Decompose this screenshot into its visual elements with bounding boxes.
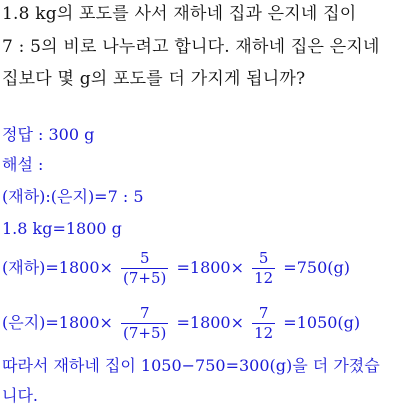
eunji-result: =1050(g) — [283, 313, 361, 332]
jaeha-fraction-1-denominator: (7+5) — [123, 269, 167, 287]
jaeha-equation — [2, 251, 350, 286]
eunji-equation — [2, 306, 360, 341]
jaeha-result: =750(g) — [283, 258, 350, 277]
jaeha-fraction-2 — [252, 251, 275, 286]
eunji-fraction-2-denominator: 12 — [254, 324, 274, 342]
conclusion-line-2: 니다. — [2, 386, 38, 405]
explanation-label: 해설 : — [2, 155, 44, 174]
eunji-mid: =1800× — [176, 313, 245, 332]
jaeha-fraction-2-denominator: 12 — [254, 269, 274, 287]
eunji-lhs: (은지)=1800× — [2, 313, 113, 332]
jaeha-lhs: (재하)=1800× — [2, 258, 113, 277]
eunji-fraction-2 — [252, 306, 275, 341]
conversion-line: 1.8 kg=1800 g — [2, 219, 122, 238]
conclusion-line-1: 따라서 재하네 집이 1050−750=300(g)을 더 가졌습 — [2, 356, 380, 375]
question-line-1: 1.8 kg의 포도를 사서 재하네 집과 은지네 집이 — [2, 4, 357, 24]
jaeha-fraction-1-numerator: 5 — [139, 249, 150, 267]
question-line-3: 집보다 몇 g의 포도를 더 가지게 됩니까? — [2, 69, 306, 89]
jaeha-mid: =1800× — [176, 258, 245, 277]
eunji-fraction-2-numerator: 7 — [258, 304, 269, 322]
eunji-fraction-1-numerator: 7 — [139, 304, 150, 322]
answer-line: 정답 : 300 g — [2, 125, 95, 144]
question-line-2: 7 : 5의 비로 나누려고 합니다. 재하네 집은 은지네 — [2, 37, 380, 57]
jaeha-fraction-1 — [121, 251, 168, 286]
eunji-fraction-1-denominator: (7+5) — [123, 324, 167, 342]
jaeha-fraction-2-numerator: 5 — [258, 249, 269, 267]
eunji-fraction-1 — [121, 306, 168, 341]
ratio-line: (재하):(은지)=7 : 5 — [2, 187, 144, 206]
